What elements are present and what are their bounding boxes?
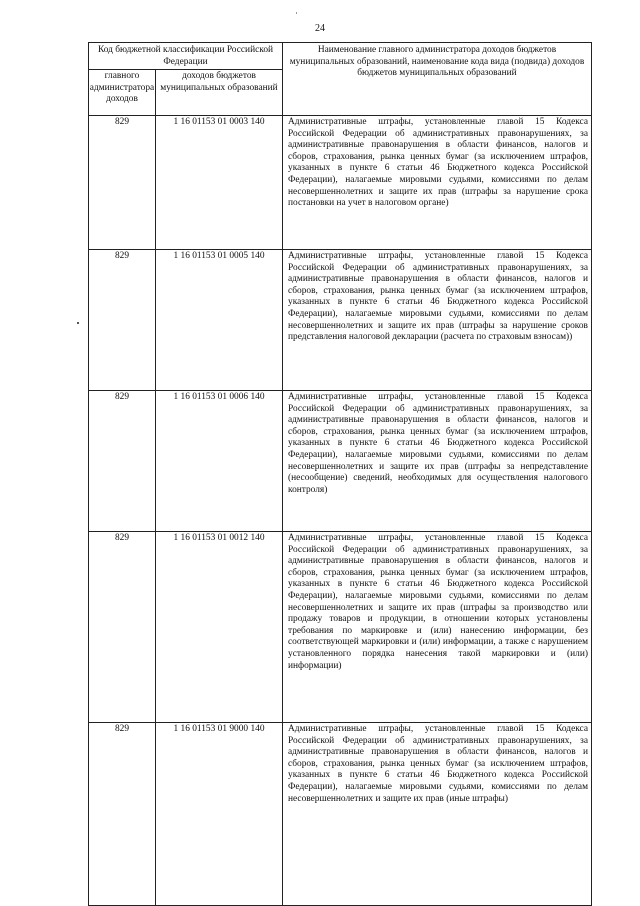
income-code-cell: 1 16 01153 01 0003 140 (156, 116, 283, 250)
admin-code-cell: 829 (89, 723, 156, 906)
income-code-cell: 1 16 01153 01 0006 140 (156, 391, 283, 532)
income-name-cell: Административные штрафы, установленные главой 15 Кодекса Российской Федерации об административных правонарушениях, за административные правонарушения в области финансов, налогов и сборов, страхования, рынка ценных бумаг (за исключением штрафов, указанных в пункте 6 статьи 46 Бюджетного кодекса Российской Федерации), налагаемые мировыми судьями, комиссиями по делам несовершеннолетних и защите их прав (штрафы за нарушение сроков представления налоговой декларации (расчета по страховым взносам)) (283, 250, 592, 391)
income-name-cell: Административные штрафы, установленные главой 15 Кодекса Российской Федерации об административных правонарушениях, за административные правонарушения в области финансов, налогов и сборов, страхования, рынка ценных бумаг (за исключением штрафов, указанных в пункте 6 статьи 46 Бюджетного кодекса Российской Федерации), налагаемые мировыми судьями, комиссиями по делам несовершеннолетних и защите их прав (штрафы за непредставление (несообщение) сведений, необходимых для осуществления налогового контроля) (283, 391, 592, 532)
income-name-cell: Административные штрафы, установленные главой 15 Кодекса Российской Федерации об административных правонарушениях, за административные правонарушения в области финансов, налогов и сборов, страхования, рынка ценных бумаг (за исключением штрафов, указанных в пункте 6 статьи 46 Бюджетного кодекса Российской Федерации), налагаемые мировыми судьями, комиссиями по делам несовершеннолетних и защите их прав (штрафы за нарушение срока постановки на учет в налоговом органе) (283, 116, 592, 250)
admin-code-cell: 829 (89, 116, 156, 250)
table-header-row (89, 43, 592, 70)
income-code-cell: 1 16 01153 01 0012 140 (156, 532, 283, 723)
header-admin-column: главного администратора доходов (89, 70, 156, 116)
header-name-column: Наименование главного администратора доходов бюджетов муниципальных образований, наименование кода вида (подвида) доходов бюджетов муниципальных образований (283, 43, 592, 116)
admin-code-cell: 829 (89, 250, 156, 391)
header-code-group: Код бюджетной классификации Российской Федерации (89, 43, 283, 70)
scan-dot (77, 322, 79, 324)
page-number: 24 (315, 23, 325, 34)
table-row (89, 391, 592, 532)
income-name-cell: Административные штрафы, установленные главой 15 Кодекса Российской Федерации об административных правонарушениях, за административные правонарушения в области финансов, налогов и сборов, страхования, рынка ценных бумаг (за исключением штрафов, указанных в пункте 6 статьи 46 Бюджетного кодекса Российской Федерации), налагаемые мировыми судьями, комиссиями по делам несовершеннолетних и защите их прав (иные штрафы) (283, 723, 592, 906)
budget-classification-table (88, 42, 592, 906)
table-row (89, 250, 592, 391)
header-income-column: доходов бюджетов муниципальных образований (156, 70, 283, 116)
scan-artifact (296, 12, 297, 14)
income-code-cell: 1 16 01153 01 9000 140 (156, 723, 283, 906)
income-name-cell: Административные штрафы, установленные главой 15 Кодекса Российской Федерации об административных правонарушениях, за административные правонарушения в области финансов, налогов и сборов, страхования, рынка ценных бумаг (за исключением штрафов, указанных в пункте 6 статьи 46 Бюджетного кодекса Российской Федерации), налагаемые мировыми судьями, комиссиями по делам несовершеннолетних и защите их прав (штрафы за производство или продажу товаров и продукции, в отношении которых установлены требования по маркировке и (или) нанесению информации, без соответствующей маркировки и (или) информации, а также с нарушением установленного порядка нанесения такой маркировки и (или) информации) (283, 532, 592, 723)
admin-code-cell: 829 (89, 391, 156, 532)
table-row (89, 116, 592, 250)
income-code-cell: 1 16 01153 01 0005 140 (156, 250, 283, 391)
table-row (89, 532, 592, 723)
admin-code-cell: 829 (89, 532, 156, 723)
table-row (89, 723, 592, 906)
